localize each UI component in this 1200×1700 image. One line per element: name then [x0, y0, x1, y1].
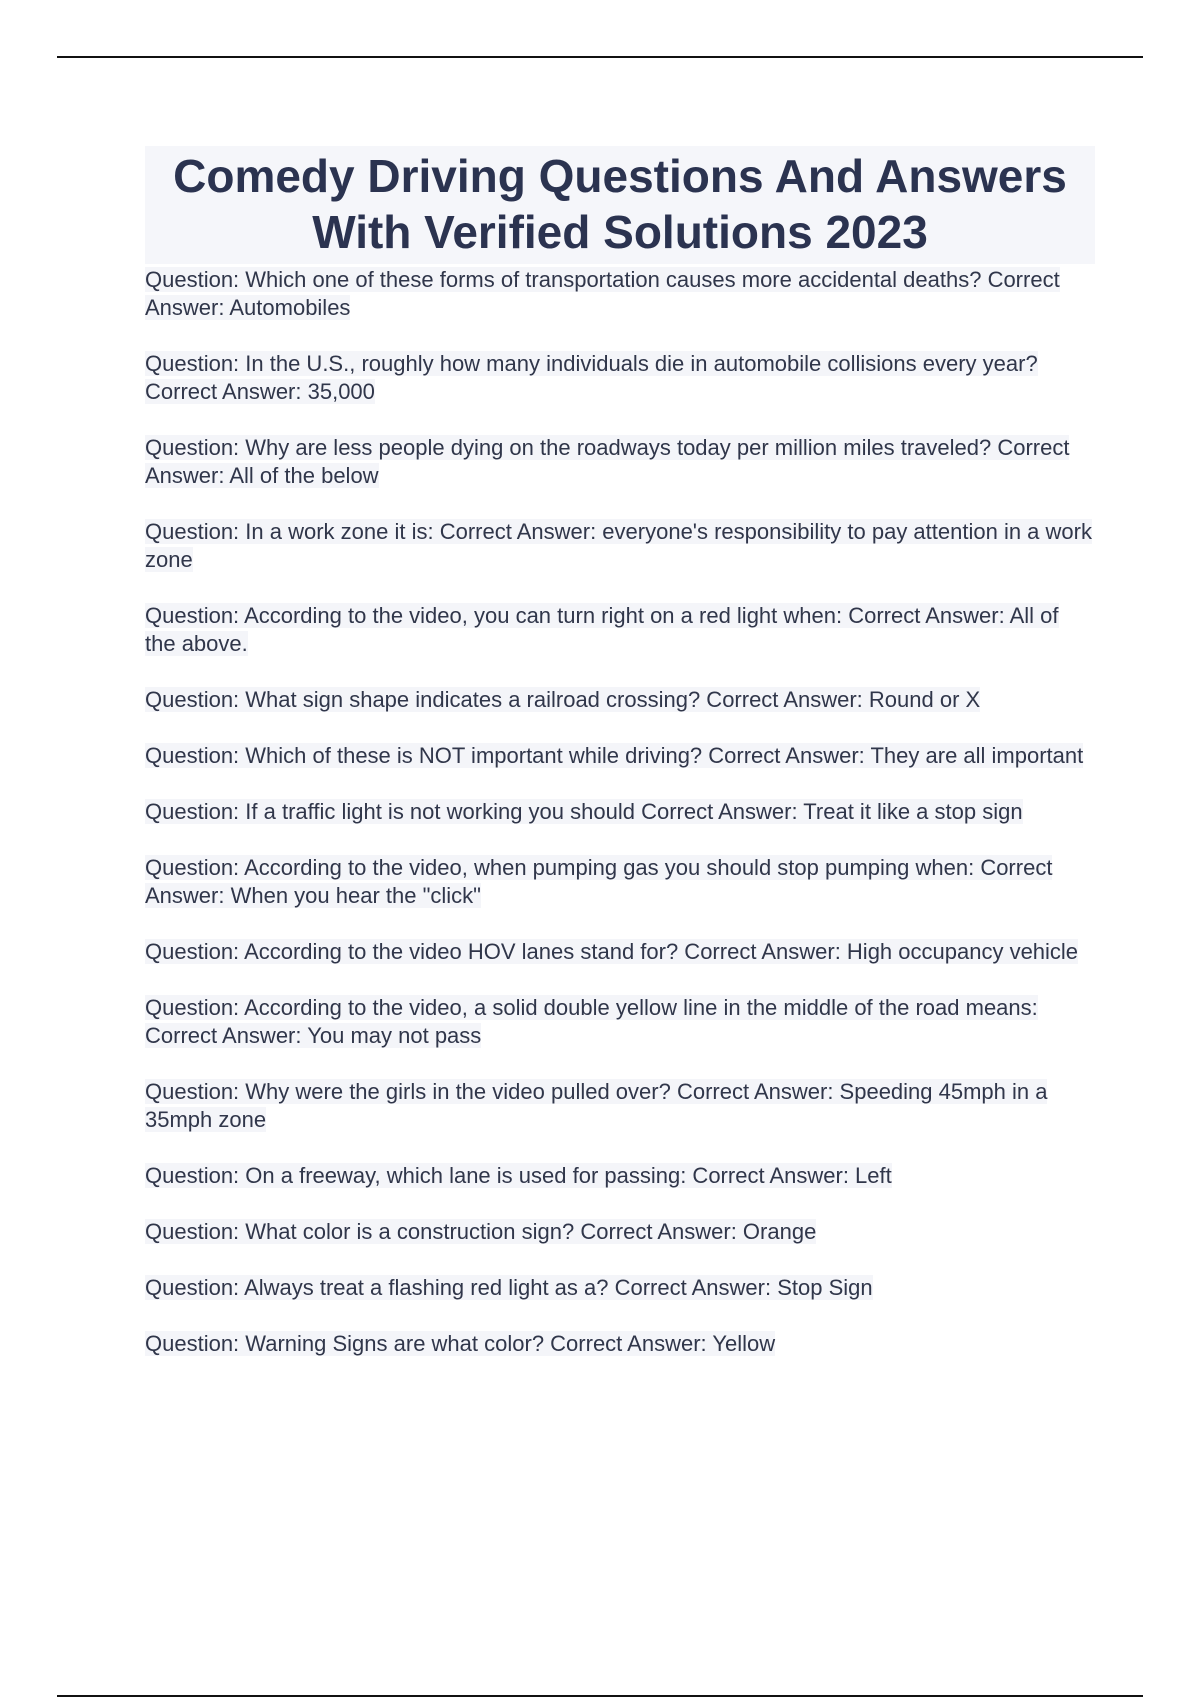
qa-item: Question: Which one of these forms of transportation causes more accidental deaths? Correct Answer: Automobiles: [145, 267, 1060, 320]
document-title: Comedy Driving Questions And Answers With Verified Solutions 2023: [145, 146, 1095, 264]
qa-item: Question: In a work zone it is: Correct Answer: everyone's responsibility to pay attention in a work zone: [145, 519, 1092, 572]
top-rule: [57, 56, 1143, 58]
qa-item: Question: According to the video, a solid double yellow line in the middle of the road means: Correct Answer: You may not pass: [145, 995, 1038, 1048]
qa-item: Question: On a freeway, which lane is used for passing: Correct Answer: Left: [145, 1163, 892, 1188]
bottom-rule: [57, 1695, 1143, 1697]
qa-item: Question: Always treat a flashing red light as a? Correct Answer: Stop Sign: [145, 1275, 873, 1300]
qa-item: Question: According to the video, you can turn right on a red light when: Correct Answer: All of the above.: [145, 603, 1059, 656]
qa-item: Question: If a traffic light is not working you should Correct Answer: Treat it like a stop sign: [145, 799, 1023, 824]
qa-item: Question: What sign shape indicates a railroad crossing? Correct Answer: Round or X: [145, 687, 981, 712]
document-body: [145, 146, 1095, 1386]
qa-item: Question: Why are less people dying on the roadways today per million miles traveled? Correct Answer: All of the below: [145, 435, 1070, 488]
qa-item: Question: In the U.S., roughly how many individuals die in automobile collisions every year? Correct Answer: 35,000: [145, 351, 1038, 404]
qa-list: [145, 266, 1095, 1358]
qa-item: Question: According to the video HOV lanes stand for? Correct Answer: High occupancy vehicle: [145, 939, 1079, 964]
qa-item: Question: According to the video, when pumping gas you should stop pumping when: Correct Answer: When you hear the "click": [145, 855, 1053, 908]
qa-item: Question: Which of these is NOT important while driving? Correct Answer: They are all important: [145, 743, 1084, 768]
qa-item: Question: What color is a construction sign? Correct Answer: Orange: [145, 1219, 817, 1244]
qa-item: Question: Warning Signs are what color? Correct Answer: Yellow: [145, 1331, 776, 1356]
qa-item: Question: Why were the girls in the video pulled over? Correct Answer: Speeding 45mph in a 35mph zone: [145, 1079, 1048, 1132]
